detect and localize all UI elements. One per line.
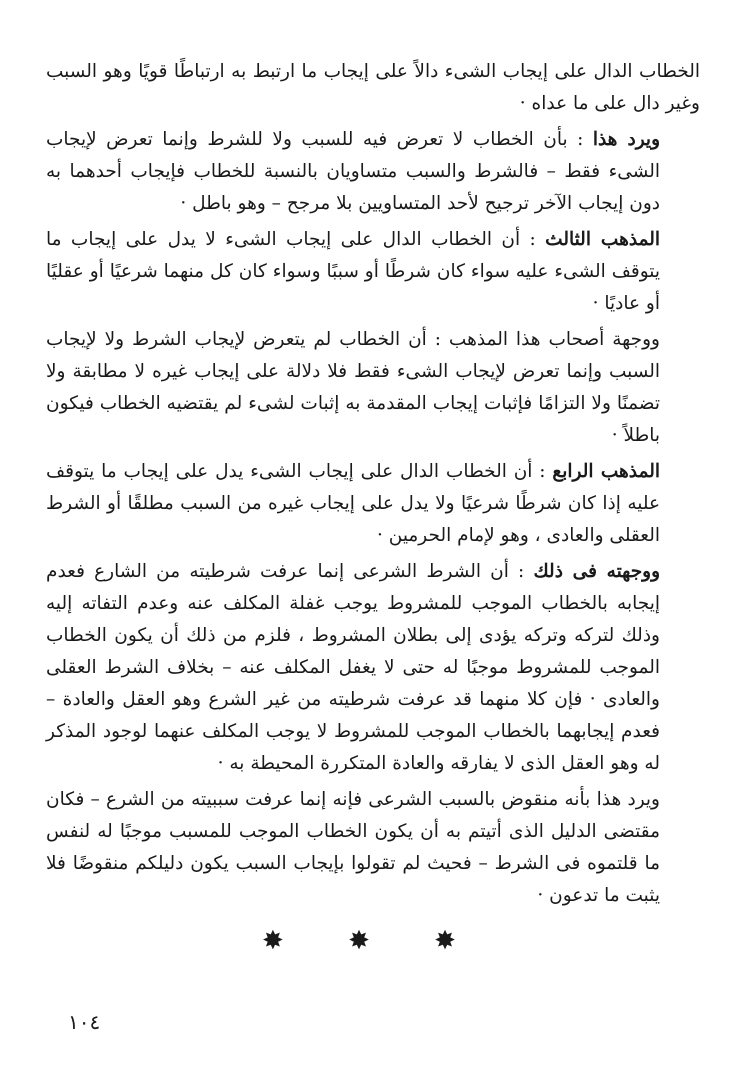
paragraph-lead: ووجهته فى ذلك: [533, 561, 661, 582]
paragraph-text: : أن الخطاب الدال على إيجاب الشىء يدل على إيجاب ما يتوقف عليه إذا كان شرطًا شرعيًا ولا يدل على إيجاب غيره من السبب مطلقًا أو الشرط العقلى والعادى ، وهو لإمام الحرمين ·: [46, 461, 660, 546]
paragraph-text: : أن الشرط الشرعى إنما عرفت شرطيته من الشارع فعدم إيجابه بالخطاب الموجب للمشروط يوجب غفلة المكلف عنه وعدم التفاته إليه وذلك لتركه وتركه يؤدى إلى بطلان المشروط ، فلزم من ذلك أن يكون الخطاب الموجب للمشروط موجبًا له حتى لا يغفل المكلف عنه – بخلاف الشرط العقلى والعادى · فإن كلا منهما قد عرفت شرطيته من غير الشرع وهو العقل والعادة – فعدم إيجابهما بالخطاب الموجب للمشروط لا يوجب المكلف عنهما لوجود المذكر له وهو العقل الذى لا يفارقه والعادة المتكررة المحيطة به ·: [46, 561, 660, 774]
page-body: [46, 56, 700, 912]
paragraph-text: الخطاب الدال على إيجاب الشىء دالاً على إيجاب ما ارتبط به ارتباطًا قويًا وهو السبب وغير دال على ما عداه ·: [46, 61, 700, 114]
paragraph-text: : أن الخطاب الدال على إيجاب الشىء لا يدل على إيجاب ما يتوقف الشىء عليه سواء كان شرطًا أو سببًا وسواء كان كل منهما شرعيًا أو عقليًا أو عاديًا ·: [46, 229, 660, 314]
paragraph-4: [46, 324, 700, 452]
paragraph-7: [46, 784, 700, 912]
paragraph-text: : بأن الخطاب لا تعرض فيه للسبب ولا للشرط وإنما تعرض لإيجاب الشىء فقط – فالشرط والسبب متساويان بالنسبة للخطاب فإيجاب أحدهما به دون إيجاب الآخر ترجيح لأحد المتساويين بلا مرجح – وهو باطل ·: [46, 129, 660, 214]
paragraph-2: [46, 124, 700, 220]
page-number: ١٠٤: [68, 1010, 101, 1034]
paragraph-lead: المذهب الرابع: [552, 461, 660, 482]
paragraph-lead: المذهب الثالث: [545, 229, 661, 250]
paragraph-text: ويرد هذا بأنه منقوض بالسبب الشرعى فإنه إنما عرفت سببيته من الشرع – فكان مقتضى الدليل الذى أتيتم به أن يكون الخطاب الموجب للمسبب موجبًا له لنفس ما قلتموه فى الشرط – فحيث لم تقولوا بإيجاب السبب يكون دليلكم منقوضًا فلا يثبت ما تدعون ·: [46, 789, 660, 906]
paragraph-text: ووجهة أصحاب هذا المذهب : أن الخطاب لم يتعرض لإيجاب الشرط ولا لإيجاب السبب وإنما تعرض لإيجاب الشىء فقط فلا دلالة على إيجاب غيره لا مطابقة ولا تضمنًا ولا التزامًا فإثبات إيجاب المقدمة به إثبات لشىء لم يقتضيه الخطاب فيكون باطلاً ·: [46, 329, 660, 446]
section-separator: ✸ ✸ ✸: [262, 926, 484, 956]
paragraph-lead: ويرد هذا: [592, 129, 661, 150]
paragraph-1: [46, 56, 700, 120]
paragraph-6: [46, 556, 700, 780]
paragraph-3: [46, 224, 700, 320]
paragraph-5: [46, 456, 700, 552]
